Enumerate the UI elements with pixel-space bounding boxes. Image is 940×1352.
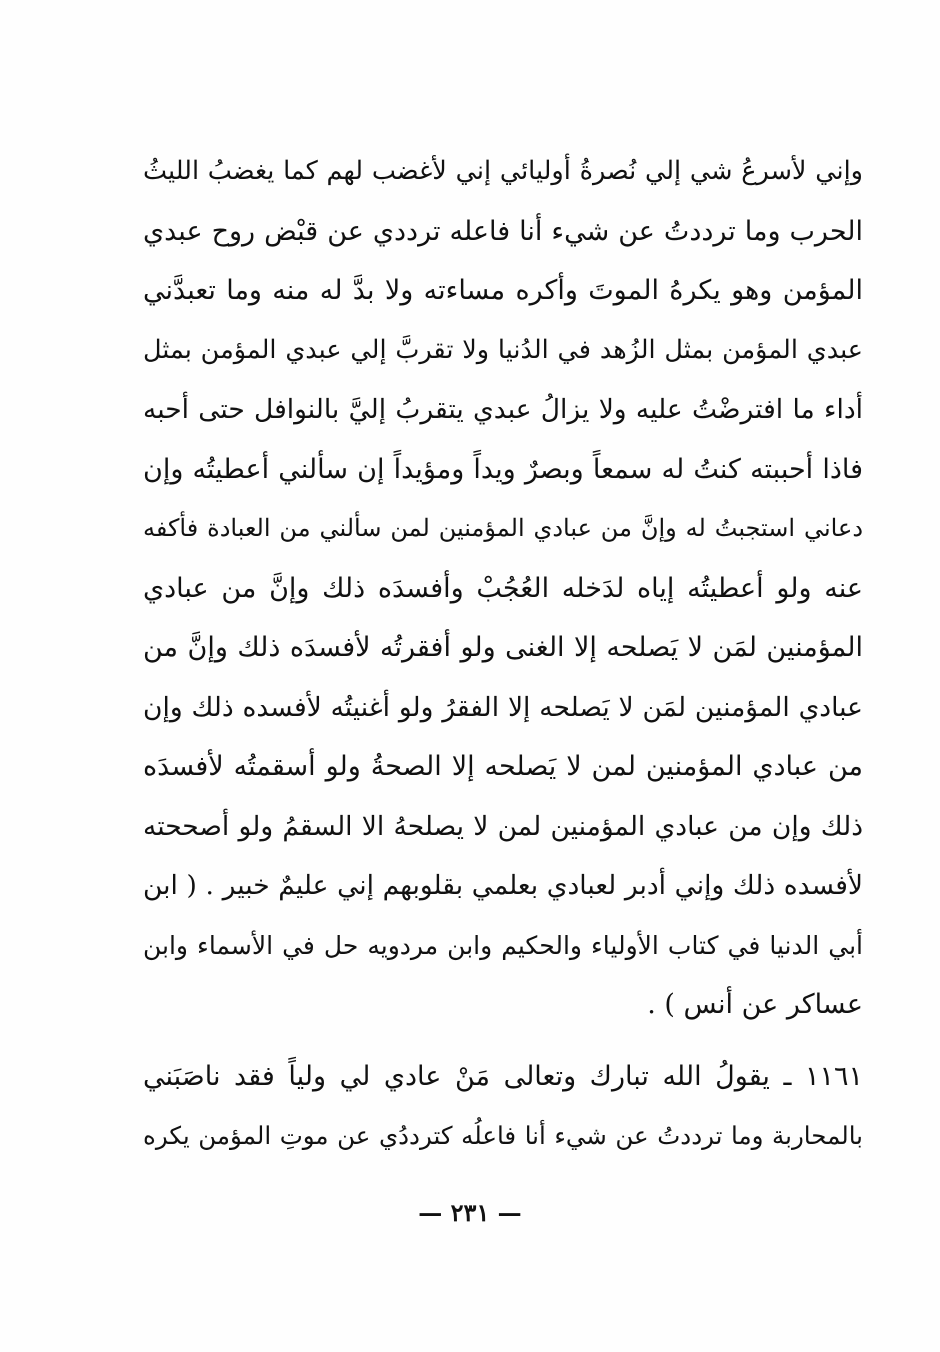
text-line: أداء ما افترضْتُ عليه ولا يزالُ عبدي يتقربُ إليَّ بالنوافل حتى أحبه	[143, 394, 863, 425]
text-line: وإني لأسرعُ شي إلي نُصرةُ أوليائي إني لأغضب لهم كما يغضبُ الليثُ	[143, 156, 863, 186]
text-line: المؤمنين لمَن لا يَصلحه إلا الغنى ولو أفقرتُه لأفسدَه ذلك وإنَّ من	[143, 632, 863, 663]
paragraph-gap	[143, 1035, 863, 1047]
text-line: عبدي المؤمن بمثل الزُهد في الدُنيا ولا تقربَّ إلي عبدي المؤمن بمثل	[143, 334, 863, 365]
text-line: عساكر عن أنس ) .	[647, 989, 863, 1020]
paragraph-hadith-1161	[143, 1047, 863, 1166]
text-line: أبي الدنيا في كتاب الأولياء والحكيم وابن مردويه حل في الأسماء وابن	[143, 930, 863, 960]
text-line: عبادي المؤمنين لمَن لا يَصلحه إلا الفقرُ ولو أغنيتُه لأفسده ذلك وإن	[143, 691, 863, 723]
text-line: ذلك وإن من عبادي المؤمنين لمن لا يصلحهُ الا السقمُ ولو أصححته	[143, 810, 863, 842]
body-text	[143, 142, 863, 1166]
paragraph-hadith-continuation	[143, 142, 863, 1035]
text-line: الحرب وما ترددتُ عن شيء أنا فاعله ترددي عن قبْض روح عبدي	[143, 215, 863, 247]
text-line: المؤمن وهو يكرهُ الموتَ وأكره مساءته ولا بدَّ له منه وما تعبدَّني	[143, 275, 863, 306]
text-line: دعاني استجبتُ له وإنَّ من عبادي المؤمنين لمن سألني من العبادة فأكفه	[143, 514, 864, 542]
text-line: لأفسده ذلك وإني أدبر لعبادي بعلمي بقلوبهم إني عليمٌ خبير . ( ابن	[143, 870, 863, 901]
text-line: عنه ولو أعطيتُه إياه لدَخله العُجُبْ وأفسدَه ذلك وإنَّ من عبادي	[143, 572, 863, 604]
text-line: من عبادي المؤمنين لمن لا يَصلحه إلا الصحةُ ولو أسقمتُه لأفسدَه	[143, 751, 863, 782]
page-number: — ٢٣١ —	[418, 1198, 522, 1227]
text-line: فاذا أحببته كنتُ له سمعاً وبصرٌ ويداً ومؤيداً إن سألني أعطيتُه وإن	[143, 453, 863, 485]
text-line: بالمحاربة وما ترددتُ عن شيء أنا فاعلُه كترددُي عن موتِ المؤمن يكره	[143, 1121, 863, 1150]
text-line: ١١٦١ ـ يقولُ الله تبارك وتعالى مَنْ عادي لي ولياً فقد ناصَبَني	[143, 1060, 863, 1092]
